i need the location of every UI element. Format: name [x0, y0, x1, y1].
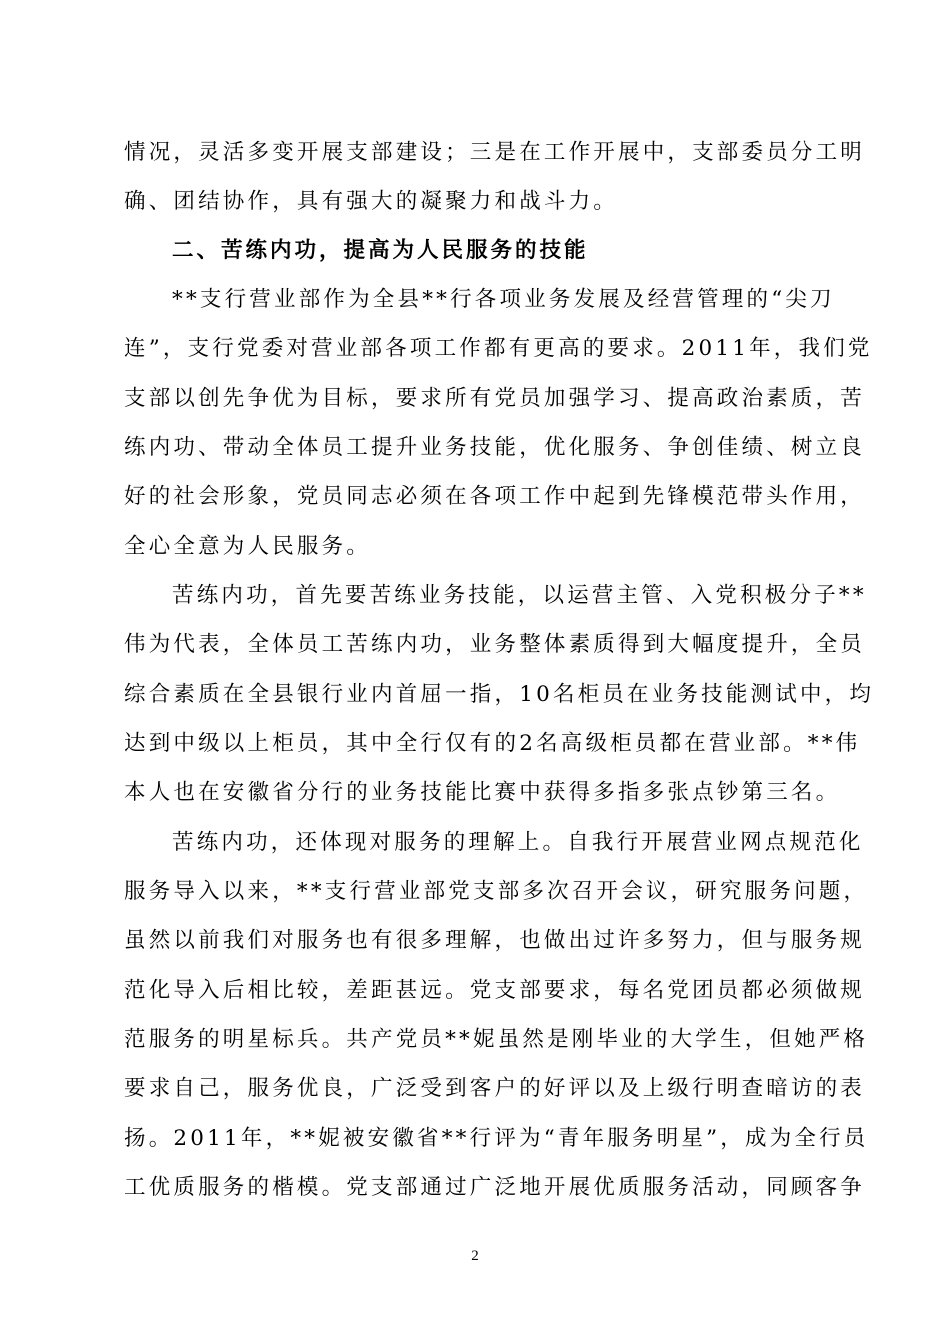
paragraph-3-line-2: 伟为代表，全体员工苦练内功，业务整体素质得到大幅度提升，全员 — [124, 632, 866, 657]
paragraph-4-line-3: 虽然以前我们对服务也有很多理解，也做出过许多努力，但与服务规 — [124, 928, 866, 953]
paragraph-4-line-4: 范化导入后相比较，差距甚远。党支部要求，每名党团员都必须做规 — [124, 978, 866, 1003]
paragraph-2-line-3: 支部以创先争优为目标，要求所有党员加强学习、提高政治素质，苦 — [124, 386, 866, 411]
paragraph-4-line-6: 要求自己，服务优良，广泛受到客户的好评以及上级行明查暗访的表 — [124, 1076, 866, 1101]
paragraph-4-line-8: 工优质服务的楷模。党支部通过广泛地开展优质服务活动，同顾客争 — [124, 1175, 866, 1200]
paragraph-3-line-3: 综合素质在全县银行业内首屈一指，10名柜员在业务技能测试中，均 — [124, 682, 875, 707]
page-number: 2 — [471, 1248, 479, 1264]
paragraph-2-line-4: 练内功、带动全体员工提升业务技能，优化服务、争创佳绩、树立良 — [124, 435, 866, 460]
paragraph-1-line-2: 确、团结协作，具有强大的凝聚力和战斗力。 — [124, 189, 619, 214]
paragraph-2-line-5: 好的社会形象，党员同志必须在各项工作中起到先锋模范带头作用， — [124, 484, 866, 509]
paragraph-3-line-5: 本人也在安徽省分行的业务技能比赛中获得多指多张点钞第三名。 — [124, 780, 841, 805]
paragraph-3-line-1: 苦练内功，首先要苦练业务技能，以运营主管、入党积极分子** — [172, 583, 867, 608]
paragraph-2-line-1: **支行营业部作为全县**行各项业务发展及经营管理的“尖刀 — [172, 287, 835, 312]
section-heading-2: 二、苦练内功，提高为人民服务的技能 — [172, 238, 589, 263]
paragraph-4-line-7: 扬。2011年，**妮被安徽省**行评为“青年服务明星”，成为全行员 — [124, 1126, 869, 1151]
paragraph-2-line-2: 连”，支行党委对营业部各项工作都有更高的要求。2011年，我们党 — [124, 336, 873, 361]
paragraph-2-line-6: 全心全意为人民服务。 — [124, 534, 372, 559]
paragraph-4-line-5: 范服务的明星标兵。共产党员**妮虽然是刚毕业的大学生，但她严格 — [124, 1027, 869, 1052]
paragraph-3-line-4: 达到中级以上柜员，其中全行仅有的2名高级柜员都在营业部。**伟 — [124, 731, 861, 756]
paragraph-4-line-1: 苦练内功，还体现对服务的理解上。自我行开展营业网点规范化 — [172, 830, 864, 855]
paragraph-1-line-1: 情况，灵活多变开展支部建设；三是在工作开展中，支部委员分工明 — [124, 140, 866, 165]
paragraph-4-line-2: 服务导入以来，**支行营业部党支部多次召开会议，研究服务问题， — [124, 879, 869, 904]
